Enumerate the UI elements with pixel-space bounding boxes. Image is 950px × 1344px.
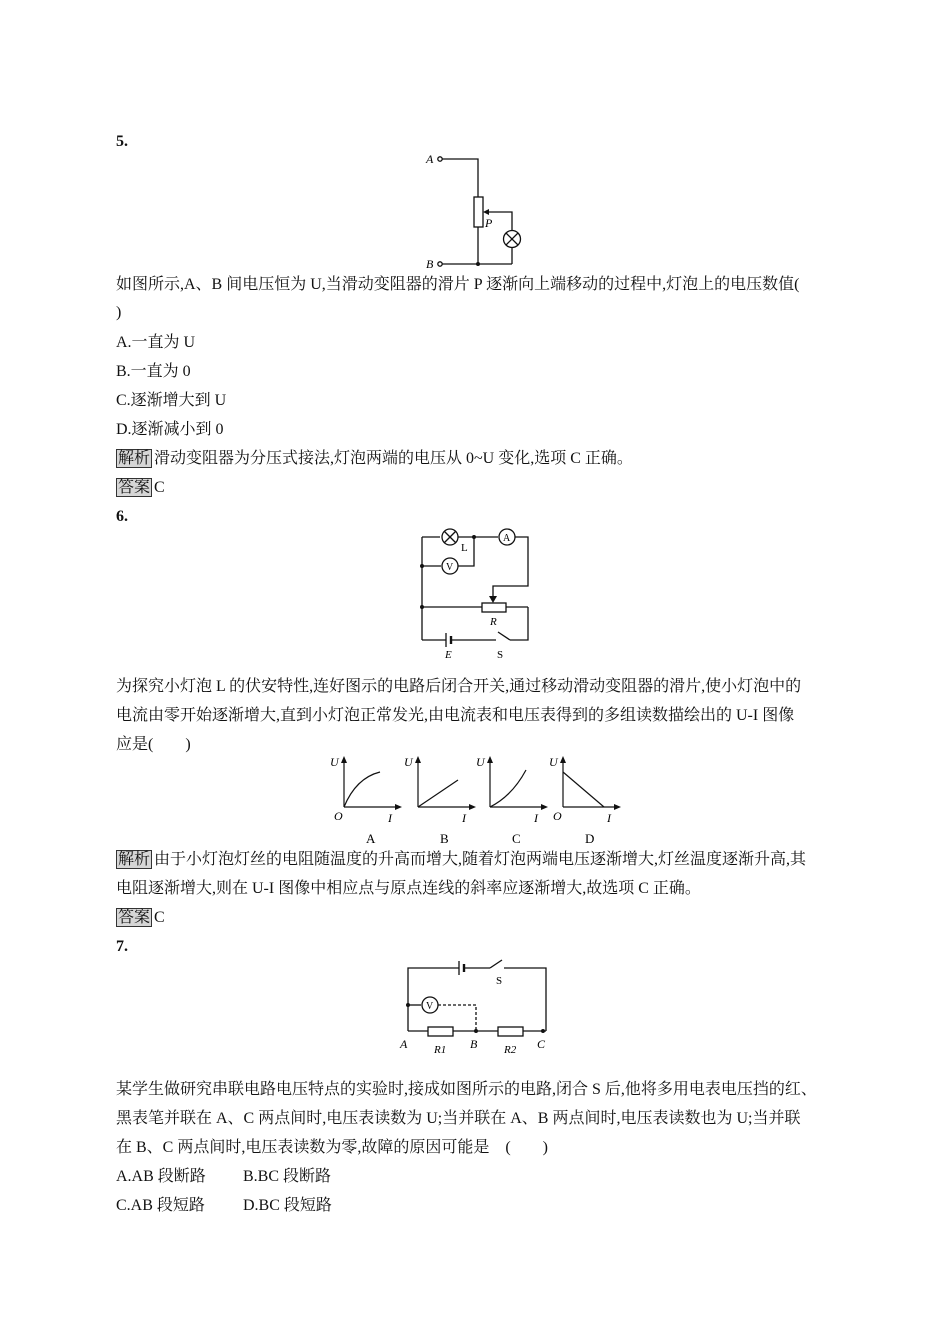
switch-label: S: [496, 975, 503, 987]
answer-tag: 答案: [118, 909, 151, 926]
answer-tag: 答案: [118, 479, 151, 496]
ammeter-label: A: [503, 533, 511, 544]
voltmeter-label: V: [446, 562, 454, 573]
switch-label: S: [497, 649, 504, 661]
rheostat-label: R: [490, 616, 497, 628]
question-5-option-d: D.逐渐减小到 0: [116, 421, 224, 438]
graph-c-y-axis: U: [476, 755, 485, 769]
question-6-stem-line3: 应是( ): [116, 736, 191, 753]
question-7-number: 7.: [116, 938, 128, 955]
analysis-text: 滑动变阻器为分压式接法,灯泡两端的电压从 0~U 变化,选项 C 正确。: [154, 450, 633, 467]
question-7-option-b: B.BC 段断路: [243, 1168, 332, 1185]
figure-6-circuit: [410, 525, 540, 665]
analysis-tag: 解析: [118, 851, 151, 868]
question-7-option-a: A.AB 段断路: [116, 1168, 206, 1185]
lamp-label: L: [461, 542, 468, 554]
figure-6-graphs: [328, 752, 628, 848]
graph-d-origin: O: [553, 809, 562, 823]
resistor-r2-label: R2: [504, 1044, 517, 1056]
label-a: A: [426, 152, 434, 166]
question-5-answer: [116, 478, 165, 498]
question-7-option-c: C.AB 段短路: [116, 1197, 205, 1214]
graph-a-y-axis: U: [330, 755, 339, 769]
answer-value: C: [154, 909, 165, 926]
question-6-answer: [116, 908, 165, 928]
analysis-text-1: 由于小灯泡灯丝的电阻随温度的升高而增大,随着灯泡两端电压逐渐增大,灯丝温度逐渐升高,其: [154, 851, 807, 868]
point-c-label: C: [537, 1037, 546, 1051]
point-a-label: A: [400, 1037, 408, 1051]
label-b: B: [426, 257, 434, 271]
graph-c-letter: C: [512, 831, 521, 846]
point-b-label: B: [470, 1037, 478, 1051]
question-5-stem-line1: 如图所示,A、B 间电压恒为 U,当滑动变阻器的滑片 P 逐渐向上端移动的过程中,灯泡上的电压数值(: [116, 276, 800, 293]
figure-7-circuit: [398, 958, 558, 1068]
answer-value: C: [154, 479, 165, 496]
battery-label: E: [445, 649, 452, 661]
question-7-option-d: D.BC 段短路: [243, 1197, 332, 1214]
graph-d-letter: D: [585, 831, 595, 846]
question-6-stem-line1: 为探究小灯泡 L 的伏安特性,连好图示的电路后闭合开关,通过移动滑动变阻器的滑片,使小灯泡中的: [116, 678, 802, 695]
graph-b-x-axis: I: [462, 811, 466, 825]
figure-5-circuit: [420, 150, 540, 272]
question-6-analysis-line2: 电阻逐渐增大,则在 U-I 图像中相应点与原点连线的斜率应逐渐增大,故选项 C 正确。: [116, 880, 701, 897]
graph-a-x-axis: I: [388, 811, 392, 825]
question-5-option-c: C.逐渐增大到 U: [116, 392, 227, 409]
analysis-tag: 解析: [118, 450, 151, 467]
graph-d-y-axis: U: [549, 755, 558, 769]
graph-c-x-axis: I: [534, 811, 538, 825]
voltmeter-label: V: [426, 1001, 434, 1012]
question-5-option-a: A.一直为 U: [116, 334, 196, 351]
question-6-analysis-line1: [116, 850, 806, 870]
graph-b-letter: B: [440, 831, 449, 846]
resistor-r1-label: R1: [434, 1044, 447, 1056]
graph-a-letter: A: [366, 831, 376, 846]
graph-d-x-axis: I: [607, 811, 611, 825]
question-6-stem-line2: 电流由零开始逐渐增大,直到小灯泡正常发光,由电流表和电压表得到的多组读数描绘出的 U-I 图像: [116, 707, 795, 724]
question-7-stem-line1: 某学生做研究串联电路电压特点的实验时,接成如图所示的电路,闭合 S 后,他将多用电表电压挡的红、: [116, 1081, 817, 1098]
label-p: P: [485, 216, 493, 230]
question-5-analysis: [116, 449, 633, 469]
question-5-option-b: B.一直为 0: [116, 363, 191, 380]
question-5-number: 5.: [116, 133, 128, 150]
question-7-stem-line2: 黑表笔并联在 A、C 两点间时,电压表读数为 U;当并联在 A、B 两点间时,电压表读数也为 U;当并联: [116, 1110, 801, 1127]
question-5-stem-line2: ): [116, 304, 122, 321]
question-7-stem-line3: 在 B、C 两点间时,电压表读数为零,故障的原因可能是 ( ): [116, 1139, 549, 1156]
graph-b-y-axis: U: [404, 755, 413, 769]
question-6-number: 6.: [116, 508, 128, 525]
graph-a-origin: O: [334, 809, 343, 823]
